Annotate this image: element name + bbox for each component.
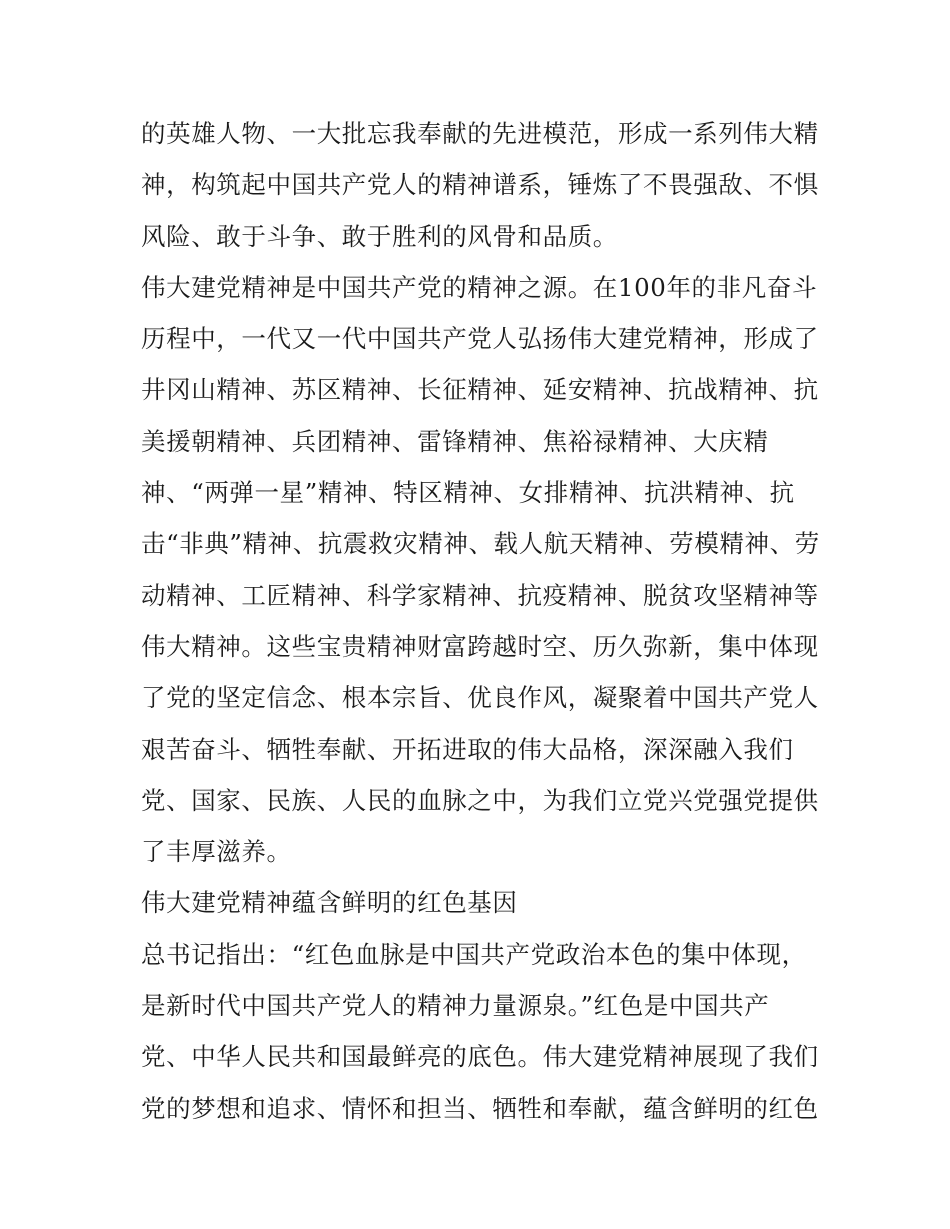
text-line: 是新时代中国共产党人的精神力量源泉。”红色是中国共产 (141, 991, 770, 1021)
text-line: 伟大建党精神是中国共产党的精神之源。在100年的非凡奋斗 (141, 272, 818, 302)
text-line: 党的梦想和追求、情怀和担当、牺牲和奉献，蕴含鲜明的红色 (141, 1093, 819, 1123)
text-line: 美援朝精神、兵团精神、雷锋精神、焦裕禄精神、大庆精 (141, 426, 769, 456)
text-line: 神，构筑起中国共产党人的精神谱系，锤炼了不畏强敌、不惧 (141, 170, 819, 200)
text-line: 了党的坚定信念、根本宗旨、优良作风，凝聚着中国共产党人 (141, 683, 819, 713)
text-line: 历程中，一代又一代中国共产党人弘扬伟大建党精神，形成了 (141, 324, 819, 354)
text-line: 井冈山精神、苏区精神、长征精神、延安精神、抗战精神、抗 (141, 375, 819, 405)
text-line: 总书记指出：“红色血脉是中国共产党政治本色的集中体现， (141, 939, 807, 969)
text-line: 击“非典”精神、抗震救灾精神、载人航天精神、劳模精神、劳 (141, 529, 820, 559)
text-line: 风险、敢于斗争、敢于胜利的风骨和品质。 (141, 221, 618, 251)
text-line: 的英雄人物、一大批忘我奉献的先进模范，形成一系列伟大精 (141, 119, 819, 148)
text-line: 艰苦奋斗、牺牲奉献、开拓进取的伟大品格，深深融入我们 (141, 734, 794, 764)
section-heading: 伟大建党精神蕴含鲜明的红色基因 (141, 888, 518, 918)
text-line: 了丰厚滋养。 (141, 837, 292, 867)
text-line: 伟大精神。这些宝贵精神财富跨越时空、历久弥新，集中体现 (141, 631, 819, 661)
text-line: 党、中华人民共和国最鲜亮的底色。伟大建党精神展现了我们 (141, 1042, 819, 1072)
text-line: 党、国家、民族、人民的血脉之中，为我们立党兴党强党提供 (141, 785, 819, 815)
body-text (141, 108, 821, 1134)
text-line: 神、“两弹一星”精神、特区精神、女排精神、抗洪精神、抗 (141, 478, 795, 508)
text-line: 动精神、工匠精神、科学家精神、抗疫精神、脱贫攻坚精神等 (141, 580, 819, 610)
